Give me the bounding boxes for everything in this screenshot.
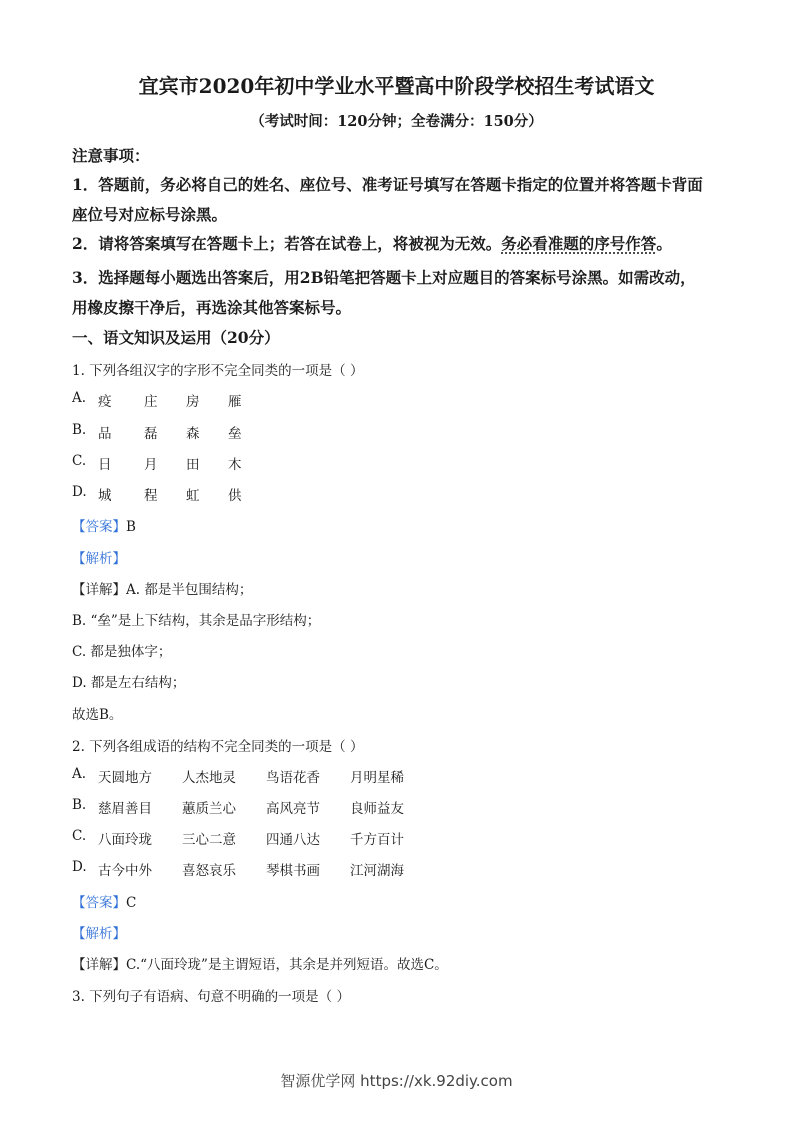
notice-item-3-line-1: 3．选择题每小题选出答案后，用2B铅笔把答题卡上对应题目的答案标号涂黑。如需改动， (72, 268, 696, 287)
option-letter: A. (72, 766, 87, 782)
q1-option-c (72, 453, 242, 473)
option-item: 三心二意 (182, 832, 236, 848)
notice-item-3-line-2: 用橡皮擦干净后，再选涂其他答案标号。 (72, 298, 352, 317)
notice-item-1-line-1: 1．答题前，务必将自己的姓名、座位号、准考证号填写在答题卡指定的位置并将答题卡背面 (72, 175, 703, 194)
q2-option-b (72, 797, 404, 817)
option-item: 日 (98, 457, 112, 473)
option-item: 雁 (228, 394, 242, 410)
option-item: 虹 (186, 488, 200, 504)
option-item: 磊 (144, 426, 158, 442)
q1-analysis-tag: 【解析】 (72, 551, 126, 567)
q1-detail-d: D. 都是左右结构； (72, 675, 186, 691)
option-item: 疫 (98, 394, 112, 410)
option-item: 垒 (228, 426, 242, 442)
option-item: 江河湖海 (350, 863, 404, 879)
answer-tag: 【答案】 (72, 895, 126, 911)
section-heading-1: 一、语文知识及运用（20分） (72, 328, 280, 347)
option-item: 鸟语花香 (266, 770, 320, 786)
q2-analysis-tag: 【解析】 (72, 926, 126, 942)
option-letter: C. (72, 453, 87, 469)
option-item: 四通八达 (266, 832, 320, 848)
exam-subtitle: （考试时间：120分钟；全卷满分：150分） (250, 113, 543, 130)
option-item: 森 (186, 426, 200, 442)
notice-item-2-text: 2．请将答案填写在答题卡上；若答在试卷上，将被视为无效。 (72, 234, 502, 253)
option-letter: D. (72, 859, 87, 875)
option-item: 木 (228, 457, 242, 473)
q2-detail: 【详解】C.“八面玲珑”是主谓短语，其余是并列短语。故选C。 (72, 957, 448, 973)
option-item: 蕙质兰心 (182, 801, 236, 817)
exam-title: 宜宾市2020年初中学业水平暨高中阶段学校招生考试语文 (138, 74, 655, 98)
option-letter: B. (72, 797, 87, 813)
q1-option-d (72, 484, 242, 504)
q1-answer (72, 515, 136, 535)
notice-item-1-line-2: 座位号对应标号涂黑。 (72, 205, 228, 224)
q2-option-a (72, 766, 404, 786)
q2-stem: 2. 下列各组成语的结构不完全同类的一项是（ ） (72, 739, 364, 755)
option-item: 天圆地方 (98, 770, 152, 786)
option-item: 慈眉善目 (98, 801, 152, 817)
q1-stem: 1. 下列各组汉字的字形不完全同类的一项是（ ） (72, 363, 364, 379)
option-item: 供 (228, 488, 242, 504)
option-item: 八面玲珑 (98, 832, 152, 848)
notice-heading: 注意事项： (72, 146, 150, 165)
option-item: 人杰地灵 (182, 770, 236, 786)
option-item: 月 (144, 457, 158, 473)
option-item: 庄 (144, 394, 158, 410)
option-item: 月明星稀 (350, 770, 404, 786)
option-letter: A. (72, 390, 87, 406)
answer-tag: 【答案】 (72, 519, 126, 535)
option-letter: C. (72, 828, 87, 844)
q1-option-b (72, 422, 242, 442)
answer-value: C (126, 895, 137, 911)
q1-detail-c: C. 都是独体字； (72, 644, 172, 660)
footer-watermark: 智源优学网 https://xk.92diy.com (280, 1072, 513, 1090)
option-item: 古今中外 (98, 863, 152, 879)
notice-item-2-end: 。 (656, 234, 672, 253)
option-item: 高风亮节 (266, 801, 320, 817)
option-letter: B. (72, 422, 87, 438)
q2-option-d (72, 859, 404, 879)
option-item: 房 (186, 394, 200, 410)
notice-item-2 (72, 232, 672, 254)
option-item: 品 (98, 426, 112, 442)
answer-value: B (126, 519, 136, 535)
q1-option-a (72, 390, 242, 410)
q2-answer (72, 891, 136, 911)
option-item: 良师益友 (350, 801, 404, 817)
option-item: 程 (144, 488, 158, 504)
option-item: 城 (98, 488, 112, 504)
q2-option-c (72, 828, 404, 848)
q1-detail: 【详解】A. 都是半包围结构； (72, 582, 253, 598)
option-item: 喜怒哀乐 (182, 863, 236, 879)
q3-stem: 3. 下列句子有语病、句意不明确的一项是（ ） (72, 989, 350, 1005)
notice-item-2-emphasis: 务必看准题的序号作答 (501, 234, 657, 253)
option-item: 千方百计 (350, 832, 404, 848)
option-item: 田 (186, 457, 200, 473)
q1-conclusion: 故选B。 (72, 707, 123, 723)
option-item: 琴棋书画 (266, 863, 320, 879)
option-letter: D. (72, 484, 87, 500)
q1-detail-b: B. “垒”是上下结构，其余是品字形结构； (72, 613, 321, 629)
